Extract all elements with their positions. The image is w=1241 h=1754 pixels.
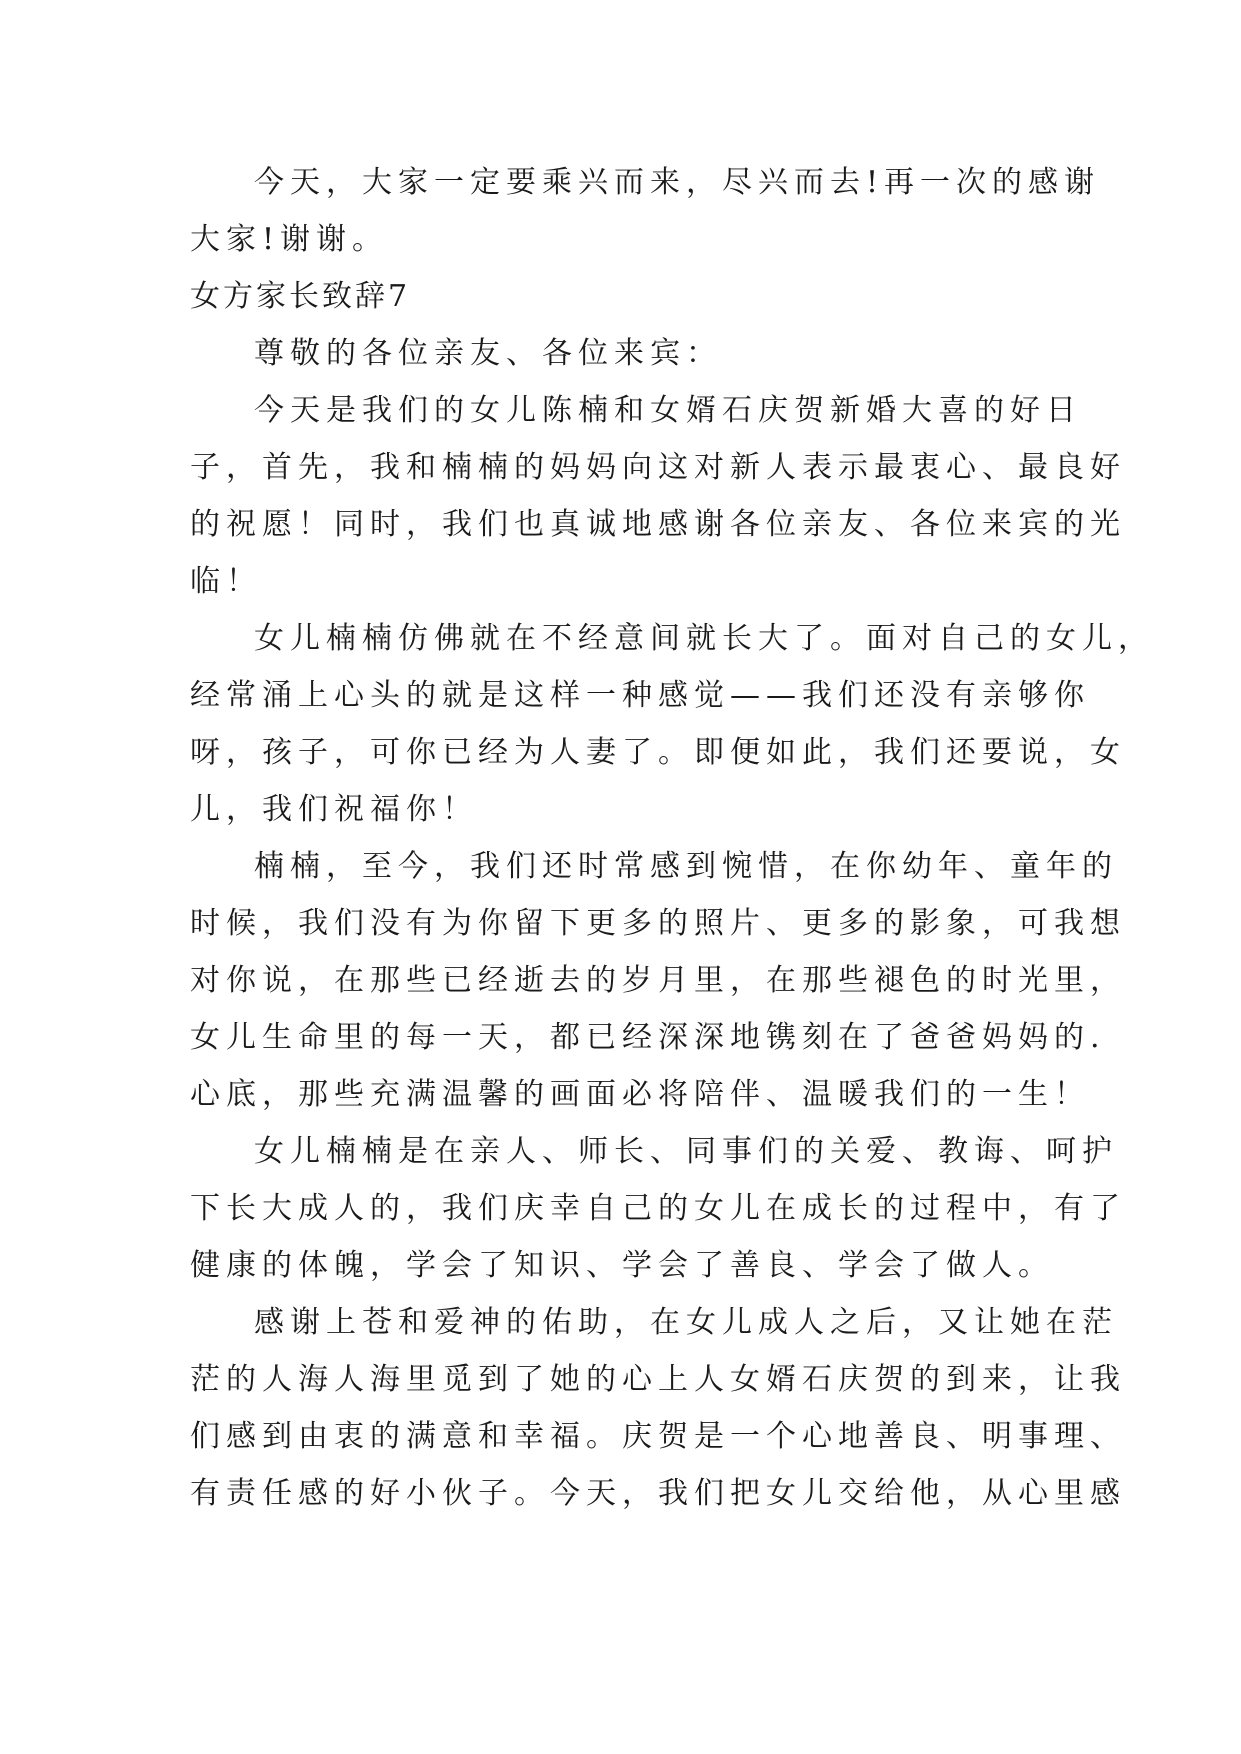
paragraph	[190, 325, 1070, 382]
text-line: 经常涌上心头的就是这样一种感觉——我们还没有亲够你	[190, 678, 1090, 713]
text-line: 茫的人海人海里觅到了她的心上人女婿石庆贺的到来，让我	[190, 1362, 1126, 1397]
text-line: 儿，我们祝福你！	[190, 792, 478, 827]
section-heading	[190, 268, 1070, 325]
text-line: 的祝愿！同时，我们也真诚地感谢各位亲友、各位来宾的光	[190, 507, 1126, 542]
paragraph	[190, 838, 1126, 1123]
text-line: 尊敬的各位亲友、各位来宾：	[254, 336, 722, 371]
paragraph	[190, 154, 1101, 268]
text-line: 楠楠，至今，我们还时常感到惋惜，在你幼年、童年的	[254, 849, 1118, 884]
paragraph	[190, 610, 1154, 838]
text-line: 临！	[190, 564, 262, 599]
text-line: 对你说，在那些已经逝去的岁月里，在那些褪色的时光里，	[190, 963, 1126, 998]
text-line: 感谢上苍和爱神的佑助，在女儿成人之后，又让她在茫	[254, 1305, 1118, 1340]
text-line: 今天是我们的女儿陈楠和女婿石庆贺新婚大喜的好日	[254, 393, 1082, 428]
paragraph	[190, 1123, 1126, 1294]
text-line: 们感到由衷的满意和幸福。庆贺是一个心地善良、明事理、	[190, 1419, 1126, 1454]
paragraph	[190, 1294, 1126, 1522]
text-line: 健康的体魄，学会了知识、学会了善良、学会了做人。	[190, 1248, 1054, 1283]
text-line: 大家!谢谢。	[190, 222, 389, 257]
paragraph	[190, 382, 1126, 610]
text-line: 有责任感的好小伙子。今天，我们把女儿交给他，从心里感	[190, 1476, 1126, 1511]
text-line: 下长大成人的，我们庆幸自己的女儿在成长的过程中，有了	[190, 1191, 1126, 1226]
text-line: 女儿生命里的每一天，都已经深深地镌刻在了爸爸妈妈的.	[190, 1020, 1106, 1055]
document-body	[190, 154, 1154, 1522]
text-line: 心底，那些充满温馨的画面必将陪伴、温暖我们的一生！	[190, 1077, 1090, 1112]
text-line: 时候，我们没有为你留下更多的照片、更多的影象，可我想	[190, 906, 1126, 941]
text-line: 今天，大家一定要乘兴而来，尽兴而去!再一次的感谢	[254, 165, 1101, 200]
text-line: 子，首先，我和楠楠的妈妈向这对新人表示最衷心、最良好	[190, 450, 1126, 485]
text-line: 女儿楠楠仿佛就在不经意间就长大了。面对自己的女儿，	[254, 621, 1154, 656]
text-line: 女方家长致辞7	[190, 279, 411, 314]
text-line: 呀，孩子，可你已经为人妻了。即便如此，我们还要说，女	[190, 735, 1126, 770]
text-line: 女儿楠楠是在亲人、师长、同事们的关爱、教诲、呵护	[254, 1134, 1118, 1169]
